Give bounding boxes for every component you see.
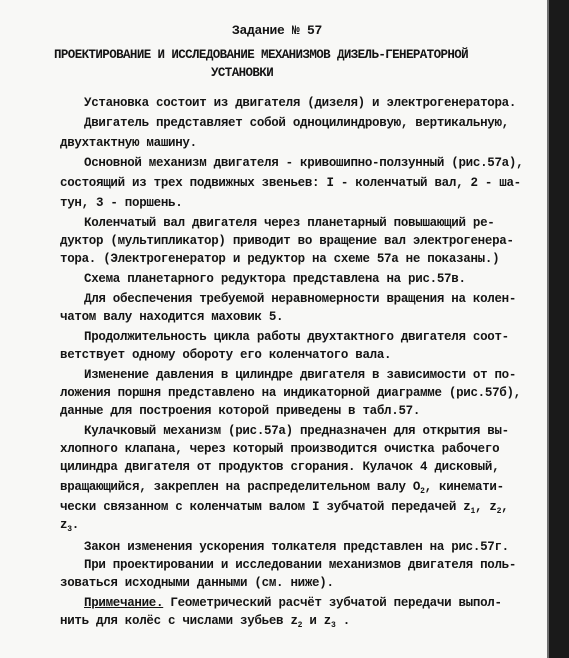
heading-line-2: УСТАНОВКИ <box>211 66 274 80</box>
text-line-8: дуктор (мультипликатор) приводит во вращение вал электрогенера- <box>60 234 514 248</box>
text-line-25: При проектировании и исследовании механизмов двигателя поль- <box>84 558 517 572</box>
text-line-6: тун, 3 - поршень. <box>60 196 183 210</box>
note-text: Геометрический расчёт зубчатой передачи выпол- <box>163 596 502 610</box>
symbol-z2-note: $z_2$ <box>290 614 303 630</box>
text-line-27 <box>84 595 502 611</box>
symbol-z3-note: $z_3$ <box>323 614 336 630</box>
text-line-28: нить для колёс с числами зубьев $z_2$ и $z_3$ . <box>60 614 350 630</box>
scan-border <box>549 0 569 658</box>
text-line-1: Установка состоит из двигателя (дизеля) и электрогенератора. <box>84 96 517 110</box>
text-line-3: двухтактную машину. <box>60 136 197 150</box>
assignment-title: Задание № 57 <box>232 23 323 38</box>
text-line-23: $z_3$. <box>60 518 79 534</box>
text-line-9: тора. (Электрогенератор и редуктор на схеме 57а не показаны.) <box>60 252 500 266</box>
text-line-10: Схема планетарного редуктора представлена на рис.57в. <box>84 272 466 286</box>
text-line-19: хлопного клапана, через который производится очистка рабочего <box>60 442 500 456</box>
heading-line-1: ПРОЕКТИРОВАНИЕ И ИССЛЕДОВАНИЕ МЕХАНИЗМОВ ДИЗЕЛЬ-ГЕНЕРАТОРНОЙ <box>54 48 469 62</box>
text-line-12: чатом валу находится маховик 5. <box>60 310 284 324</box>
symbol-z1: $z_1$ <box>463 500 475 516</box>
text-line-5: состоящий из трех подвижных звеньев: I - коленчатый вал, 2 - ша- <box>60 176 521 190</box>
text-line-2: Двигатель представляет собой одноцилиндровую, вертикальную, <box>84 116 509 130</box>
text-line-16: ложения поршня представлено на индикаторной диаграмме (рис.57б), <box>60 386 521 400</box>
note-label: Примечание. <box>84 596 164 610</box>
symbol-z2: $z_2$ <box>489 500 502 516</box>
text-line-14: ветствует одному обороту его коленчатого вала. <box>60 348 392 362</box>
text-line-7: Коленчатый вал двигателя через планетарный повышающий ре- <box>84 216 495 230</box>
text-line-13: Продолжительность цикла работы двухтактного двигателя соот- <box>84 330 509 344</box>
text-line-26: зоваться исходными данными (см. ниже). <box>60 576 334 590</box>
text-line-15: Изменение давления в цилиндре двигателя в зависимости от по- <box>84 368 517 382</box>
text-line-21-start: вращающийся, закреплен на распределительном валу <box>60 480 413 494</box>
text-line-20: цилиндра двигателя от продуктов сгорания. Кулачок 4 дисковый, <box>60 460 500 474</box>
text-line-11: Для обеспечения требуемой неравномерности вращения на колен- <box>84 292 517 306</box>
symbol-o2: $O_2$ <box>412 480 425 496</box>
text-line-22-start: чески связанном с коленчатым валом I зубчатой передачей <box>60 500 464 514</box>
text-line-21 <box>60 479 504 500</box>
text-line-18: Кулачковый механизм (рис.57а) предназначен для открытия вы- <box>84 424 509 438</box>
text-line-22: чески связанном с коленчатым валом I зубчатой передачей $z_1$, $z_2$, <box>60 500 509 516</box>
text-line-4: Основной механизм двигателя - кривошипно-ползунный (рис.57а), <box>84 156 524 170</box>
text-line-21-end: , кинемати- <box>424 480 504 494</box>
text-line-24: Закон изменения ускорения толкателя представлен на рис.57г. <box>84 540 509 554</box>
symbol-z3: $z_3$ <box>60 518 72 534</box>
text-line-17: данные для построения которой приведены в табл.57. <box>60 404 421 418</box>
